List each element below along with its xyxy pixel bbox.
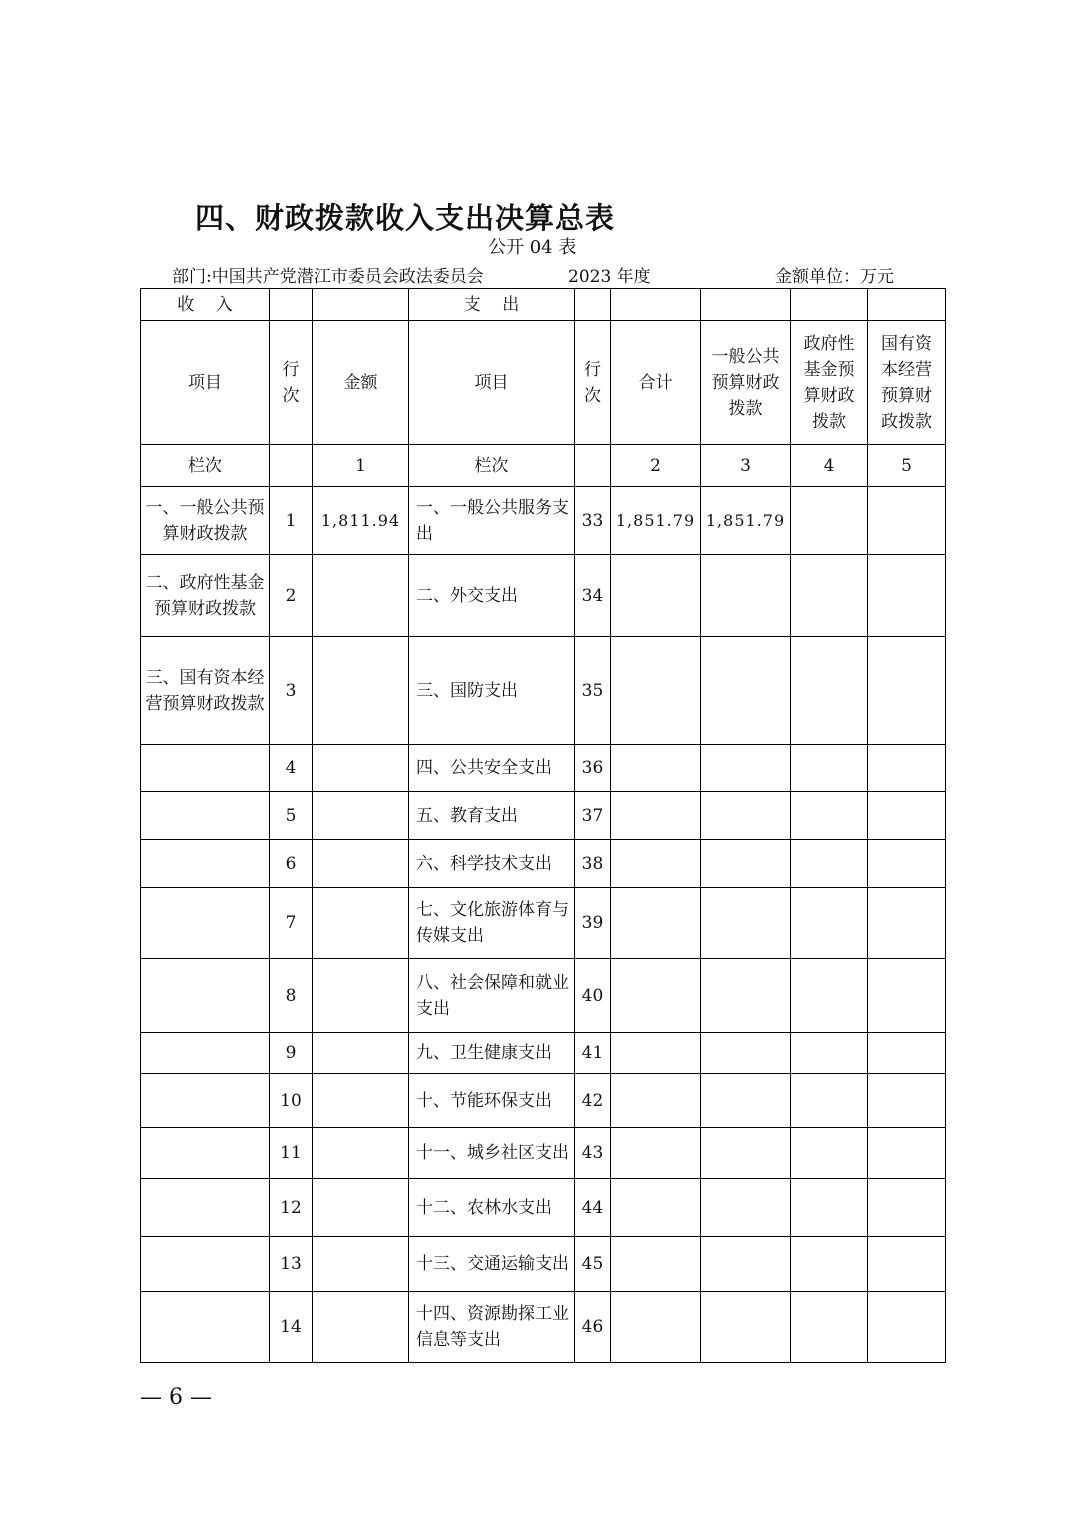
total-amount: [611, 637, 701, 745]
expense-line: 35: [575, 637, 611, 745]
general-budget-header: 一般公共预算财政拨款: [701, 321, 791, 445]
income-line: 7: [270, 888, 313, 959]
fund-budget-amount: [791, 1179, 868, 1237]
total-amount: [611, 1179, 701, 1237]
total-amount: [611, 1033, 701, 1074]
income-amount: [313, 1033, 409, 1074]
income-item: [141, 1179, 270, 1237]
general-budget-amount: [701, 792, 791, 840]
expense-item: 十四、资源勘探工业信息等支出: [409, 1292, 575, 1363]
expense-item: 十三、交通运输支出: [409, 1237, 575, 1292]
state-capital-amount: [868, 1033, 946, 1074]
income-item: [141, 1237, 270, 1292]
expense-line: 39: [575, 888, 611, 959]
general-budget-amount: 1,851.79: [701, 487, 791, 555]
general-budget-amount: [701, 840, 791, 888]
income-line: 10: [270, 1074, 313, 1128]
fund-budget-amount: [791, 888, 868, 959]
fund-budget-amount: [791, 1292, 868, 1363]
income-item: [141, 959, 270, 1033]
table-row: [141, 1128, 946, 1179]
income-line: 11: [270, 1128, 313, 1179]
expense-line: 36: [575, 745, 611, 792]
income-line: 2: [270, 555, 313, 637]
income-line: 14: [270, 1292, 313, 1363]
total-amount: [611, 888, 701, 959]
general-budget-amount: [701, 1074, 791, 1128]
state-capital-amount: [868, 745, 946, 792]
fund-budget-header: 政府性基金预算财政拨款: [791, 321, 868, 445]
column-index-label-2: 栏次: [409, 445, 575, 487]
income-amount: [313, 888, 409, 959]
table-row: [141, 637, 946, 745]
income-amount: 1,811.94: [313, 487, 409, 555]
fund-budget-amount: [791, 1128, 868, 1179]
state-capital-amount: [868, 1074, 946, 1128]
fund-budget-amount: [791, 1237, 868, 1292]
income-item-header: 项目: [141, 321, 270, 445]
state-capital-amount: [868, 555, 946, 637]
income-line: 6: [270, 840, 313, 888]
income-amount: [313, 745, 409, 792]
income-amount: [313, 555, 409, 637]
table-row: [141, 840, 946, 888]
expense-item: 九、卫生健康支出: [409, 1033, 575, 1074]
expense-line: 33: [575, 487, 611, 555]
expense-line: 42: [575, 1074, 611, 1128]
income-line: 13: [270, 1237, 313, 1292]
general-budget-amount: [701, 1179, 791, 1237]
general-budget-amount: [701, 745, 791, 792]
table-row: [141, 1179, 946, 1237]
general-budget-amount: [701, 1128, 791, 1179]
total-amount: [611, 1074, 701, 1128]
expense-line: 40: [575, 959, 611, 1033]
income-amount: [313, 1074, 409, 1128]
income-amount: [313, 637, 409, 745]
total-amount: [611, 840, 701, 888]
income-item: [141, 888, 270, 959]
fiscal-year: 2023 年度: [568, 267, 651, 287]
column-header-row: [141, 321, 946, 445]
fund-budget-amount: [791, 555, 868, 637]
expense-item: 四、公共安全支出: [409, 745, 575, 792]
expense-line: 37: [575, 792, 611, 840]
fund-budget-amount: [791, 1033, 868, 1074]
income-item: [141, 1292, 270, 1363]
total-amount: [611, 1292, 701, 1363]
state-capital-amount: [868, 637, 946, 745]
column-index-5: 5: [868, 445, 946, 487]
income-amount: [313, 792, 409, 840]
expense-item: 三、国防支出: [409, 637, 575, 745]
table-row: [141, 1033, 946, 1074]
column-index-2: 2: [611, 445, 701, 487]
expense-item: 十一、城乡社区支出: [409, 1128, 575, 1179]
page-title: 四、财政拨款收入支出决算总表: [195, 201, 616, 235]
income-line: 8: [270, 959, 313, 1033]
income-line: 12: [270, 1179, 313, 1237]
income-item: [141, 1128, 270, 1179]
expense-line: 41: [575, 1033, 611, 1074]
expense-item: 二、外交支出: [409, 555, 575, 637]
expense-line: 38: [575, 840, 611, 888]
total-amount: 1,851.79: [611, 487, 701, 555]
income-line: 4: [270, 745, 313, 792]
income-amount: [313, 1292, 409, 1363]
general-budget-amount: [701, 555, 791, 637]
income-item: [141, 792, 270, 840]
general-budget-amount: [701, 1292, 791, 1363]
department-label: 部门:中国共产党潜江市委员会政法委员会: [172, 267, 484, 287]
expense-line: 43: [575, 1128, 611, 1179]
expense-item: 六、科学技术支出: [409, 840, 575, 888]
column-index-3: 3: [701, 445, 791, 487]
expense-item: 一、一般公共服务支出: [409, 487, 575, 555]
general-budget-amount: [701, 1237, 791, 1292]
state-capital-amount: [868, 959, 946, 1033]
income-amount: [313, 840, 409, 888]
expense-item: 八、社会保障和就业支出: [409, 959, 575, 1033]
column-index-4: 4: [791, 445, 868, 487]
table-row: [141, 555, 946, 637]
general-budget-amount: [701, 637, 791, 745]
column-index-label: 栏次: [141, 445, 270, 487]
state-capital-amount: [868, 888, 946, 959]
income-item: 二、政府性基金预算财政拨款: [141, 555, 270, 637]
income-item: 三、国有资本经营预算财政拨款: [141, 637, 270, 745]
income-item: [141, 1074, 270, 1128]
table-row: [141, 1237, 946, 1292]
general-budget-amount: [701, 1033, 791, 1074]
fund-budget-amount: [791, 487, 868, 555]
expense-line: 46: [575, 1292, 611, 1363]
income-line: 1: [270, 487, 313, 555]
expense-line: 34: [575, 555, 611, 637]
total-amount: [611, 1128, 701, 1179]
total-amount: [611, 745, 701, 792]
expense-line-header: 行次: [575, 321, 611, 445]
state-capital-amount: [868, 1237, 946, 1292]
state-capital-header: 国有资本经营预算财政拨款: [868, 321, 946, 445]
state-capital-amount: [868, 1128, 946, 1179]
amount-unit: 金额单位：万元: [775, 267, 894, 287]
income-amount: [313, 1179, 409, 1237]
expense-item: 十二、农林水支出: [409, 1179, 575, 1237]
expense-item: 七、文化旅游体育与传媒支出: [409, 888, 575, 959]
expense-item: 五、教育支出: [409, 792, 575, 840]
total-amount: [611, 1237, 701, 1292]
income-amount: [313, 1128, 409, 1179]
income-item: [141, 1033, 270, 1074]
table-row: [141, 792, 946, 840]
group-header-row: [141, 289, 946, 321]
state-capital-amount: [868, 792, 946, 840]
state-capital-amount: [868, 1179, 946, 1237]
expense-group-header: 支 出: [409, 289, 575, 321]
total-amount: [611, 959, 701, 1033]
table-row: [141, 487, 946, 555]
form-number: 公开 04 表: [488, 237, 577, 258]
income-item: [141, 840, 270, 888]
income-amount: [313, 959, 409, 1033]
income-group-header: 收 入: [141, 289, 270, 321]
table-row: [141, 1074, 946, 1128]
fund-budget-amount: [791, 959, 868, 1033]
income-line-header: 行次: [270, 321, 313, 445]
column-index-row: [141, 445, 946, 487]
total-amount: [611, 792, 701, 840]
income-amount-header: 金额: [313, 321, 409, 445]
table-row: [141, 959, 946, 1033]
general-budget-amount: [701, 888, 791, 959]
column-index-1: 1: [313, 445, 409, 487]
income-line: 5: [270, 792, 313, 840]
expense-line: 44: [575, 1179, 611, 1237]
expense-line: 45: [575, 1237, 611, 1292]
income-line: 3: [270, 637, 313, 745]
state-capital-amount: [868, 487, 946, 555]
table-row: [141, 745, 946, 792]
total-amount: [611, 555, 701, 637]
income-item: [141, 745, 270, 792]
table-row: [141, 888, 946, 959]
fund-budget-amount: [791, 792, 868, 840]
state-capital-amount: [868, 840, 946, 888]
fund-budget-amount: [791, 745, 868, 792]
income-item: 一、一般公共预算财政拨款: [141, 487, 270, 555]
fund-budget-amount: [791, 1074, 868, 1128]
fund-budget-amount: [791, 840, 868, 888]
appropriation-summary-table: [140, 288, 946, 1363]
table-row: [141, 1292, 946, 1363]
state-capital-amount: [868, 1292, 946, 1363]
general-budget-amount: [701, 959, 791, 1033]
expense-item-header: 项目: [409, 321, 575, 445]
total-header: 合计: [611, 321, 701, 445]
page-number: — 6 —: [140, 1385, 212, 1410]
expense-item: 十、节能环保支出: [409, 1074, 575, 1128]
income-line: 9: [270, 1033, 313, 1074]
fund-budget-amount: [791, 637, 868, 745]
income-amount: [313, 1237, 409, 1292]
